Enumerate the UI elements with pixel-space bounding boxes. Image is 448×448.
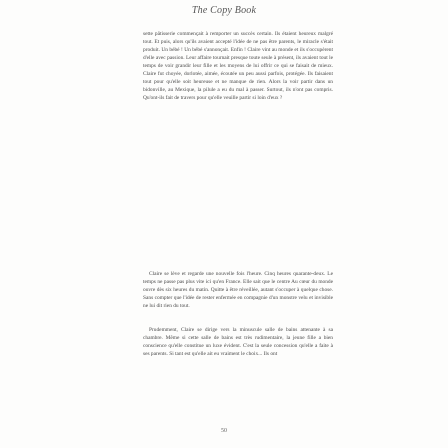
paragraph-text: Prudemment, Claire se dirige vers la minuscule salle de bains attenante à sa chambre. Même si cette salle de bains est très rudimentaire, la jeune fille a bien conscience qu'elle constitue un luxe évident. C'est la seule concession qu'elle a faite à ses parents. Si tant est qu'elle ait eu vraiment le choix... Ils ont — [143, 327, 333, 358]
running-head: The Copy Book — [191, 5, 257, 16]
paragraph-text: sette pâtisserie commençait à remporter un succès certain. Ils étaient heureux malgré tout. Et puis, alors qu'ils avaient accepté l'idée de ne pas être parents, le miracle s'était produit. Un bébé ! Un bébé s'annonçait. Enfin ! Claire vint au monde et ils s'occupèrent d'elle avec passion. Leur affaire tournait presque toute seule à présent, ils avaient tout le temps de voir grandir leur fille et les moyens de lui offrir ce qui se faisait de mieux. Claire fut choyée, dorlotée, aimée, écoutée un peu aussi parfois, protégée. Ils faisaient tout pour qu'elle soit heureuse et ne manque de rien. Alors la voir partir dans un bidonville, au Mexique, la pilule a eu du mal à passer. Surtout, ils n'ont pas compris. Qu'ont-ils fait de travers pour qu'elle veuille partir si loin d'eux ? — [143, 31, 333, 102]
paragraph-2 — [143, 270, 333, 310]
paragraph-3 — [143, 326, 333, 358]
paragraph-1 — [143, 30, 333, 102]
page-number: 50 — [221, 428, 227, 434]
paragraph-text: Claire se lève et regarde une nouvelle fois l'heure. Cinq heures quarante-deux. Le temps ne passe pas plus vite ici qu'en France. Elle sait que le centre Au cœur du monde ouvre dès six heures du matin. Quitte à être réveillée, autant s'occuper à quelque chose. Sans compter que l'idée de rester enfermée en compagnie d'un monstre velu et invisible ne lui dit rien du tout. — [143, 271, 333, 310]
